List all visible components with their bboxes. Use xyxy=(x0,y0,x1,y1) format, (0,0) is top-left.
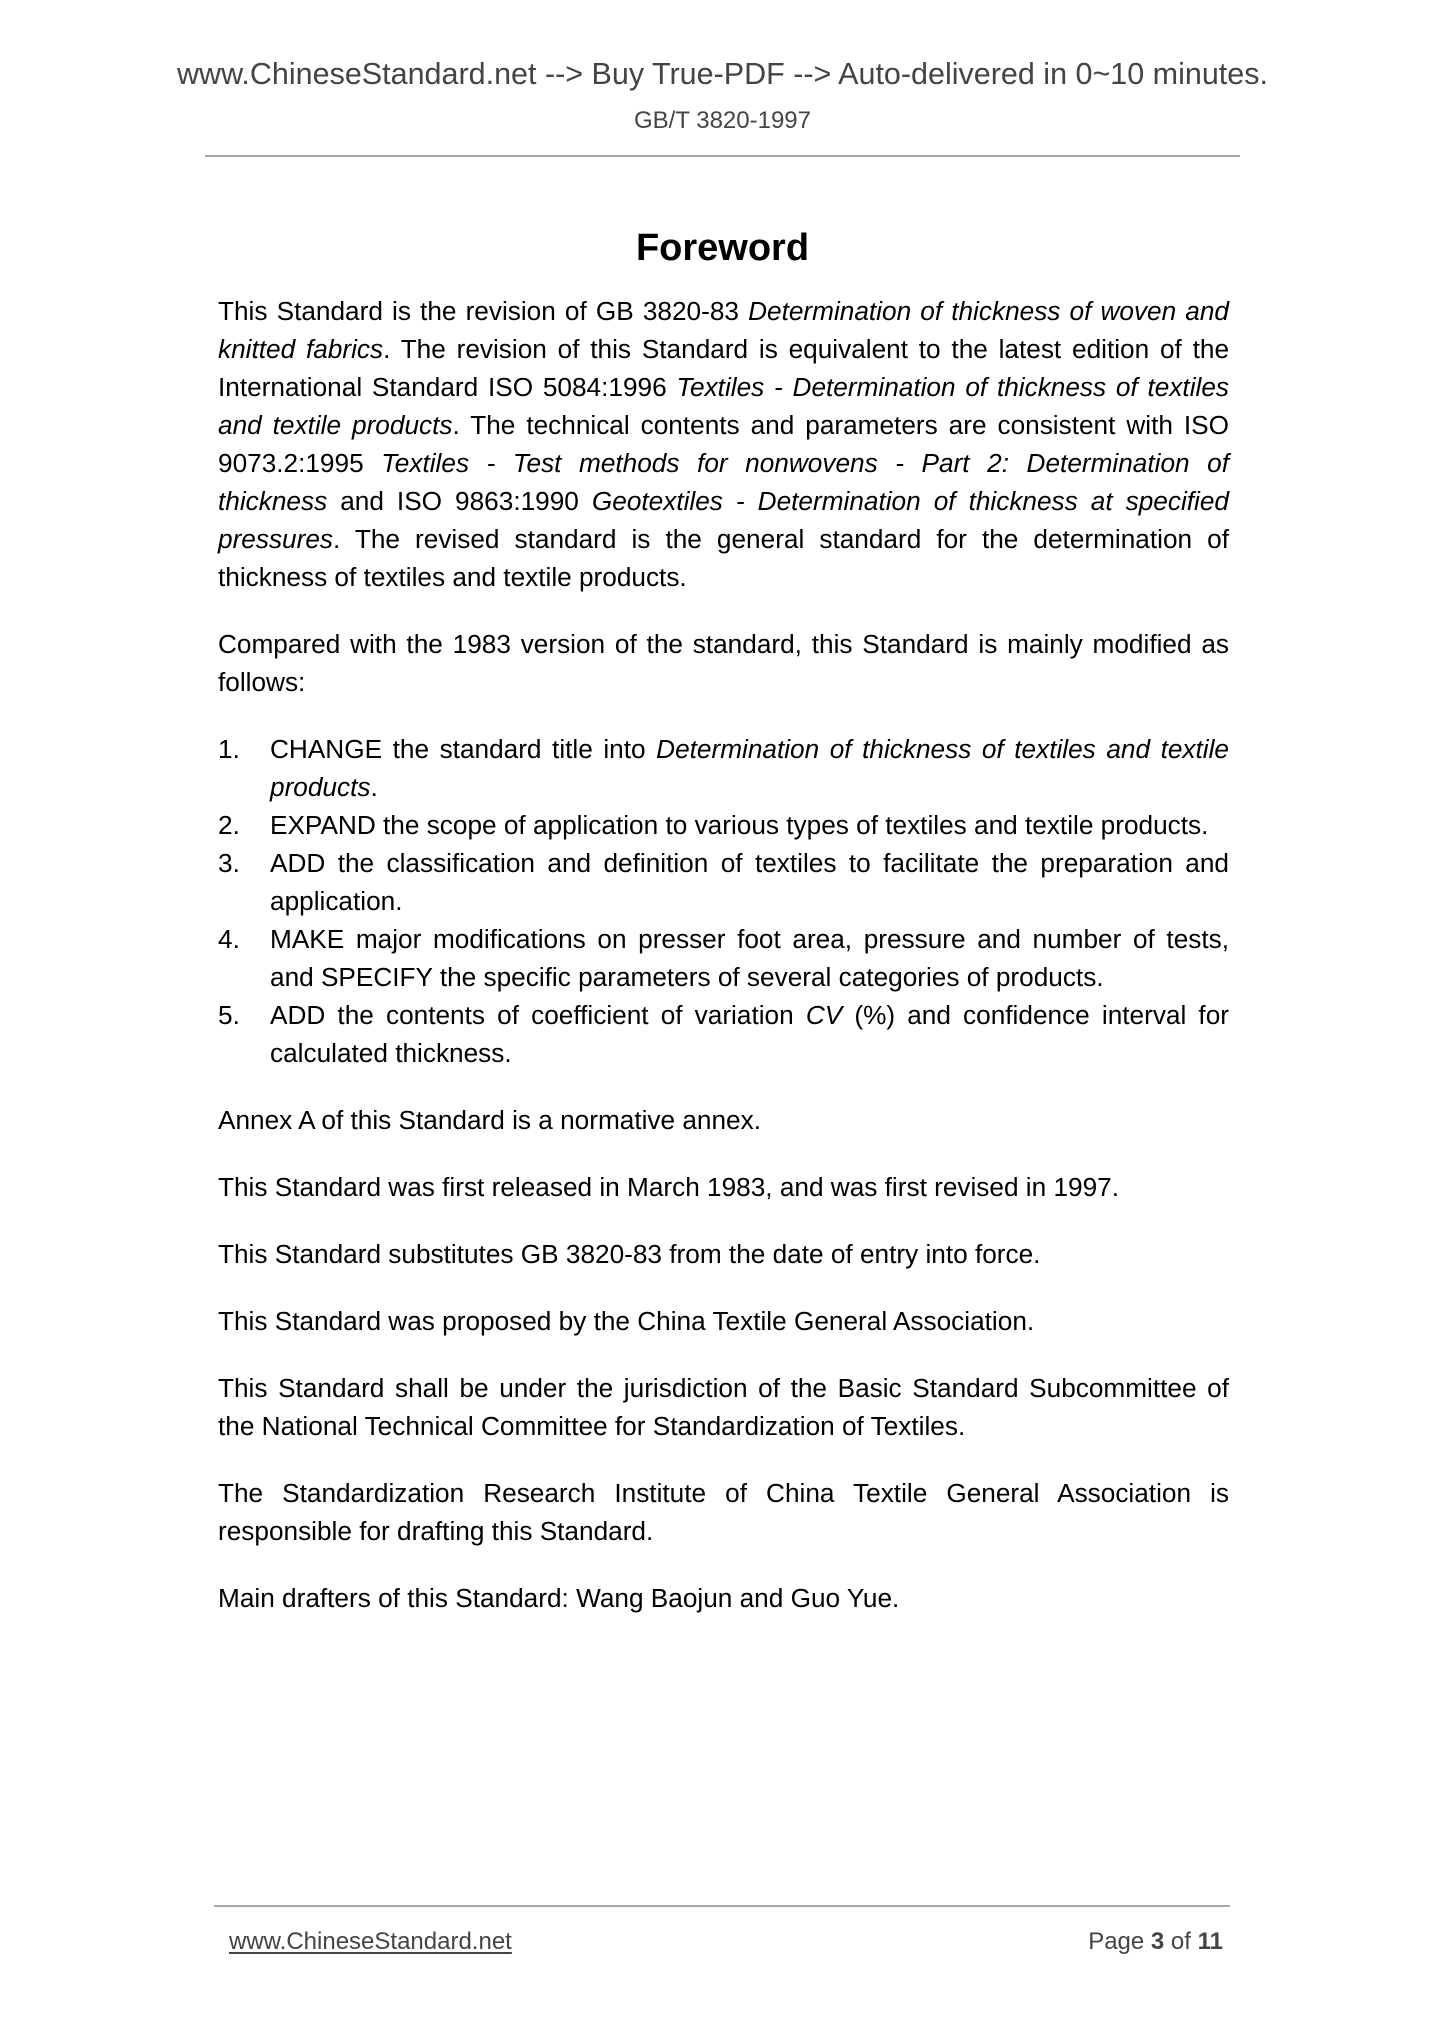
list-number: 3. xyxy=(218,848,240,878)
list-item: 1. CHANGE the standard title into Determination of thickness of textiles and textile products. xyxy=(218,730,1229,806)
intro-paragraph xyxy=(218,292,1229,596)
list-item: 2. EXPAND the scope of application to various types of textiles and textile products. xyxy=(218,806,1229,844)
page-title: Foreword xyxy=(635,227,810,270)
footer-website-link[interactable]: www.ChineseStandard.net xyxy=(229,1928,512,1955)
proposer-paragraph: This Standard was proposed by the China Textile General Association. xyxy=(218,1306,1035,1336)
intro-text-3: . The technical contents and parameters are consistent with ISO 9073.2:1995 xyxy=(218,410,1229,478)
modifications-list xyxy=(218,730,1229,1072)
substitution-paragraph: This Standard substitutes GB 3820-83 from the date of entry into force. xyxy=(218,1239,1041,1269)
title-citation: Determination of thickness of textiles and textile products xyxy=(270,734,1229,802)
page-number: Page 3 of 11 xyxy=(1088,1928,1223,1955)
list-number: 2. xyxy=(218,810,240,840)
drafters-paragraph: Main drafters of this Standard: Wang Baojun and Guo Yue. xyxy=(218,1583,900,1613)
intro-text-5: . The revised standard is the general standard for the determination of thickness of textiles and textile products. xyxy=(218,524,1229,592)
total-pages: 11 xyxy=(1197,1928,1223,1955)
list-number: 4. xyxy=(218,924,240,954)
comparison-paragraph: Compared with the 1983 version of the standard, this Standard is mainly modified as follows: xyxy=(218,629,1229,697)
intro-text-1: This Standard is the revision of GB 3820-83 xyxy=(218,296,749,326)
document-body xyxy=(218,292,1229,1646)
intro-text-2: . The revision of this Standard is equivalent to the latest edition of the International Standard ISO 5084:1996 xyxy=(218,334,1230,402)
jurisdiction-paragraph: This Standard shall be under the jurisdiction of the Basic Standard Subcommittee of the National Technical Committee for Standardization of Textiles. xyxy=(218,1373,1229,1441)
list-item: 5. ADD the contents of coefficient of variation CV (%) and confidence interval for calculated thickness. xyxy=(218,996,1229,1072)
intro-citation-4: Geotextiles - Determination of thickness at specified pressures xyxy=(218,486,1229,554)
list-item: 3. ADD the classification and definition of textiles to facilitate the preparation and application. xyxy=(218,844,1229,920)
intro-citation-1: Determination of thickness of woven and knitted fabrics xyxy=(218,296,1229,364)
current-page: 3 xyxy=(1150,1928,1165,1955)
header-banner: www.ChineseStandard.net --> Buy True-PDF --> Auto-delivered in 0~10 minutes. xyxy=(177,57,1268,91)
list-number: 5. xyxy=(218,1000,240,1030)
list-number: 1. xyxy=(218,734,240,764)
annex-paragraph: Annex A of this Standard is a normative annex. xyxy=(218,1105,761,1135)
release-history-paragraph: This Standard was first released in March 1983, and was first revised in 1997. xyxy=(218,1172,1120,1202)
intro-citation-2: Textiles - Determination of thickness of textiles and textile products xyxy=(218,372,1229,440)
header-divider xyxy=(205,155,1240,157)
footer-divider xyxy=(214,1905,1230,1907)
header-document-number: GB/T 3820-1997 xyxy=(633,107,811,134)
list-item: 4. MAKE major modifications on presser foot area, pressure and number of tests, and SPECIFY the specific parameters of several categories of products. xyxy=(218,920,1229,996)
intro-citation-3: Textiles - Test methods for nonwovens - Part 2: Determination of thickness xyxy=(218,448,1230,516)
drafting-org-paragraph: The Standardization Research Institute of China Textile General Association is responsible for drafting this Standard. xyxy=(218,1478,1229,1546)
intro-text-4: and ISO 9863:1990 xyxy=(327,486,592,516)
cv-term: CV xyxy=(805,1000,843,1030)
